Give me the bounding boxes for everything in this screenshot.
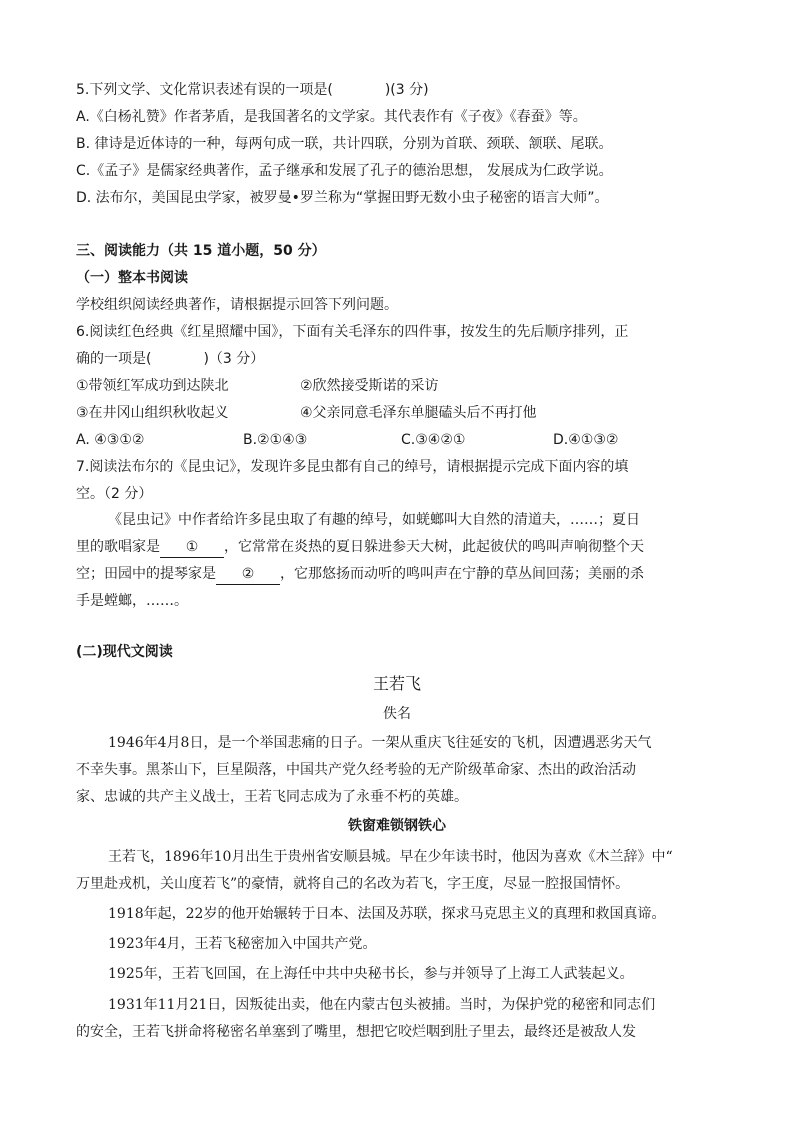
q5-option-a: A.《白杨礼赞》作者茅盾，是我国著名的文学家。其代表作有《子夜》《春蚕》等。 xyxy=(76,109,587,125)
q7-passage-before-blank2: 空；田园中的提琴家是 xyxy=(76,566,216,582)
article-p1-line1: 1946年4月8日，是一个举国悲痛的日子。一架从重庆飞往延安的飞机，因遭遇恶劣天气 xyxy=(108,735,652,751)
q6-stem-after: )（3 分） xyxy=(203,351,265,367)
q6-item-4: ④父亲同意毛泽东单腿磕头后不再打他 xyxy=(300,405,537,421)
q6-option-c: C.③④②① xyxy=(401,432,466,448)
q5-stem-after: )(3 分) xyxy=(384,82,429,98)
q5-option-c: C.《孟子》是儒家经典著作，孟子继承和发展了孔子的德治思想， 发展成为仁政学说。 xyxy=(76,163,613,179)
q6-stem-line2 xyxy=(76,349,264,369)
q7-passage-before-blank1: 里的歌唱家是 xyxy=(76,539,160,555)
q7-stem-line1: 7.阅读法布尔的《昆虫记》，发现许多昆虫都有自己的绰号，请根据提示完成下面内容的填 xyxy=(76,459,629,475)
q6-item-1: ①带领红军成功到达陕北 xyxy=(76,378,229,394)
q7-blank-2[interactable]: ② xyxy=(216,564,280,585)
q6-stem-line1: 6.阅读红色经典《红星照耀中国》，下面有关毛泽东的四件事，按发生的先后顺序排列，正 xyxy=(76,324,629,340)
section3-intro: 学校组织阅读经典著作，请根据提示回答下列问题。 xyxy=(76,297,398,313)
q6-stem-before: 确的一项是( xyxy=(76,351,152,367)
part2-title: (二)现代文阅读 xyxy=(76,644,173,660)
q7-blank-1[interactable]: ① xyxy=(160,537,224,558)
article-p3: 1918年起，22岁的他开始辗转于日本、法国及苏联，探求马克思主义的真理和救国真谛。 xyxy=(108,906,666,922)
q6-item-3: ③在井冈山组织秋收起义 xyxy=(76,405,229,421)
article-title: 王若飞 xyxy=(372,674,421,693)
article-subtitle: 铁窗难锁钢铁心 xyxy=(348,818,446,834)
article-p1-line2: 不幸失事。黑茶山下，巨星陨落，中国共产党久经考验的无产阶级革命家、杰出的政治活动 xyxy=(76,762,636,778)
article-p5: 1925年，王若飞回国，在上海任中共中央秘书长，参与并领导了上海工人武装起义。 xyxy=(108,966,634,982)
q7-passage-after-blank2: ，它那悠扬而动听的鸣叫声在宁静的草丛间回荡；美丽的杀 xyxy=(280,566,644,582)
article-author: 佚名 xyxy=(383,706,411,722)
article-p6-line1: 1931年11月21日，因叛徒出卖，他在内蒙古包头被捕。当时，为保护党的秘密和同志们 xyxy=(108,997,656,1013)
q5-option-d: D. 法布尔，美国昆虫学家，被罗曼•罗兰称为“掌握田野无数小虫子秘密的语言大师”。 xyxy=(76,190,609,206)
q6-item-2: ②欣然接受斯诺的采访 xyxy=(300,378,439,394)
q7-passage-line3 xyxy=(76,564,644,585)
q7-passage-after-blank1: ，它常常在炎热的夏日躲进参天大树，此起彼伏的鸣叫声响彻整个天 xyxy=(224,539,644,555)
q6-option-d: D.④①③② xyxy=(553,432,619,448)
q5-option-b: B. 律诗是近体诗的一种，每两句成一联，共计四联，分别为首联、颈联、颔联、尾联。 xyxy=(76,136,613,152)
article-p2-line2: 万里赴戎机，关山度若飞”的豪情，就将自己的名改为若飞，字王度，尽显一腔报国情怀。 xyxy=(76,876,630,892)
q6-option-a: A. ④③①② xyxy=(76,432,145,448)
q7-passage-line4: 手是螳螂，……。 xyxy=(76,593,188,609)
section3-title: 三、阅读能力（共 15 道小题，50 分） xyxy=(76,243,326,259)
article-p4: 1923年4月，王若飞秘密加入中国共产党。 xyxy=(108,936,377,952)
q7-passage-line1: 《昆虫记》中作者给许多昆虫取了有趣的绰号，如蜣螂叫大自然的清道夫，……；夏日 xyxy=(108,512,640,528)
article-p2-line1: 王若飞，1896年10月出生于贵州省安顺县城。早在少年读书时，他因为喜欢《木兰辞》中“ xyxy=(108,849,673,865)
q5-stem-before: 5.下列文学、文化常识表述有误的一项是( xyxy=(76,82,333,98)
q5-stem xyxy=(76,80,429,100)
q7-stem-line2: 空。（2 分） xyxy=(76,486,153,502)
article-p1-line3: 家、忠诚的共产主义战士，王若飞同志成为了永垂不朽的英雄。 xyxy=(76,789,468,805)
q7-passage-line2 xyxy=(76,537,644,558)
q6-option-b: B.②①④③ xyxy=(243,432,308,448)
article-p6-line2: 的安全，王若飞拼命将秘密名单塞到了嘴里，想把它咬烂咽到肚子里去，最终还是被敌人发 xyxy=(76,1024,636,1040)
section3-part1-title: （一）整本书阅读 xyxy=(76,270,188,286)
